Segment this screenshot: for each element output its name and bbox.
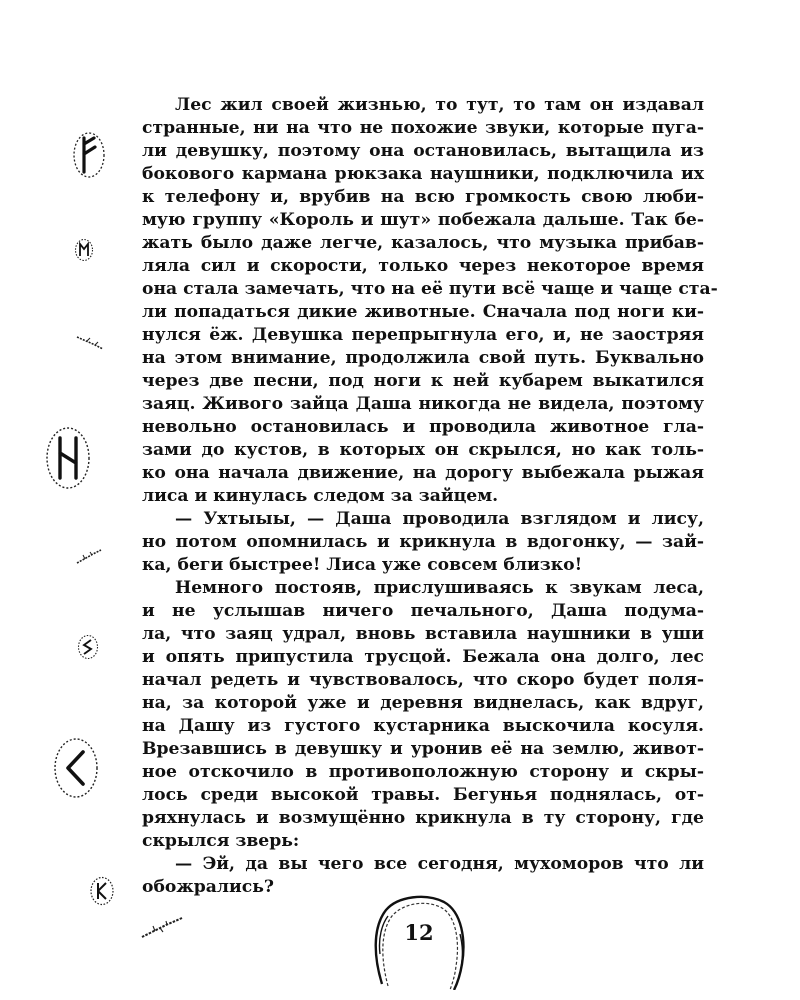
text-line: скрылся зверь: (142, 831, 300, 851)
text-line: мую группу «Король и шут» побежала дальше. Так бе- (142, 210, 704, 230)
text-line: бокового кармана рюкзака наушники, подключила их (142, 164, 704, 184)
twig-icon (76, 549, 102, 567)
text-line: и не услышав ничего печального, Даша подума- (142, 601, 704, 621)
text-line: ко она начала движение, на дорогу выбежала рыжая (142, 463, 704, 483)
twig-icon (140, 916, 184, 940)
text-line: Врезавшись в девушку и уронив её на землю, живот- (142, 739, 704, 759)
text-line: на Дашу из густого кустарника выскочила косуля. (142, 716, 704, 736)
text-line: ли девушку, поэтому она остановилась, вытащила из (142, 141, 704, 161)
text-line: невольно остановилась и проводила животное гла- (142, 417, 704, 437)
text-line: ное отскочило в противоположную сторону и скры- (142, 762, 704, 782)
text-line: ряхнулась и возмущённо крикнула в ту сторону, где (142, 808, 704, 828)
text-line: ляла сил и скорости, только через некоторое время (142, 256, 704, 276)
dialogue-line: ка, беги быстрее! Лиса уже совсем близко! (142, 555, 583, 575)
page-number: 12 (404, 920, 434, 945)
text-line: на, за которой уже и деревня виднелась, как вдруг, (142, 693, 704, 713)
dialogue-line: обожрались? (142, 877, 274, 897)
rune-mannaz-icon (74, 238, 94, 262)
twig-icon (76, 334, 106, 352)
rune-kenaz-icon (52, 735, 100, 801)
text-line: на этом внимание, продолжила свой путь. Буквально (142, 348, 704, 368)
text-line: Лес жил своей жизнью, то тут, то там он издавал (175, 95, 704, 115)
text-line: странные, ни на что не похожие звуки, которые пуга- (142, 118, 704, 138)
body-text (142, 94, 718, 899)
text-line: жать было даже легче, казалось, что музыка прибав- (142, 233, 704, 253)
rune-hagalaz-icon (44, 425, 92, 491)
rune-k-icon (89, 876, 115, 906)
dialogue-line: — Эй, да вы чего все сегодня, мухоморов что ли (175, 854, 704, 874)
rune-sowilo-icon (77, 634, 99, 660)
text-line: и опять припустила трусцой. Бежала она долго, лес (142, 647, 704, 667)
text-line: ли попадаться дикие животные. Сначала под ноги ки- (142, 302, 704, 322)
text-line: начал редеть и чувствовалось, что скоро будет поля- (142, 670, 704, 690)
text-line: Немного постояв, прислушиваясь к звукам леса, (175, 578, 704, 598)
text-line: ла, что заяц удрал, вновь вставила наушники в уши (142, 624, 704, 644)
text-line: она стала замечать, что на её пути всё чаще и чаще ста- (142, 279, 718, 299)
text-line: к телефону и, врубив на всю громкость свою люби- (142, 187, 704, 207)
text-line: лось среди высокой травы. Бегунья поднялась, от- (142, 785, 704, 805)
rune-fehu-icon (72, 130, 106, 180)
page-number-badge (368, 894, 470, 990)
text-line: нулся ёж. Девушка перепрыгнула его, и, не заостряя (142, 325, 704, 345)
text-line: заяц. Живого зайца Даша никогда не видела, поэтому (142, 394, 704, 414)
text-line: через две песни, под ноги к ней кубарем выкатился (142, 371, 704, 391)
dialogue-line: — Ухтыыы, — Даша проводила взглядом и лису, (175, 509, 704, 529)
text-line: лиса и кинулась следом за зайцем. (142, 486, 499, 506)
text-line: зами до кустов, в которых он скрылся, но как толь- (142, 440, 704, 460)
dialogue-line: но потом опомнилась и крикнула в вдогонку, — зай- (142, 532, 704, 552)
